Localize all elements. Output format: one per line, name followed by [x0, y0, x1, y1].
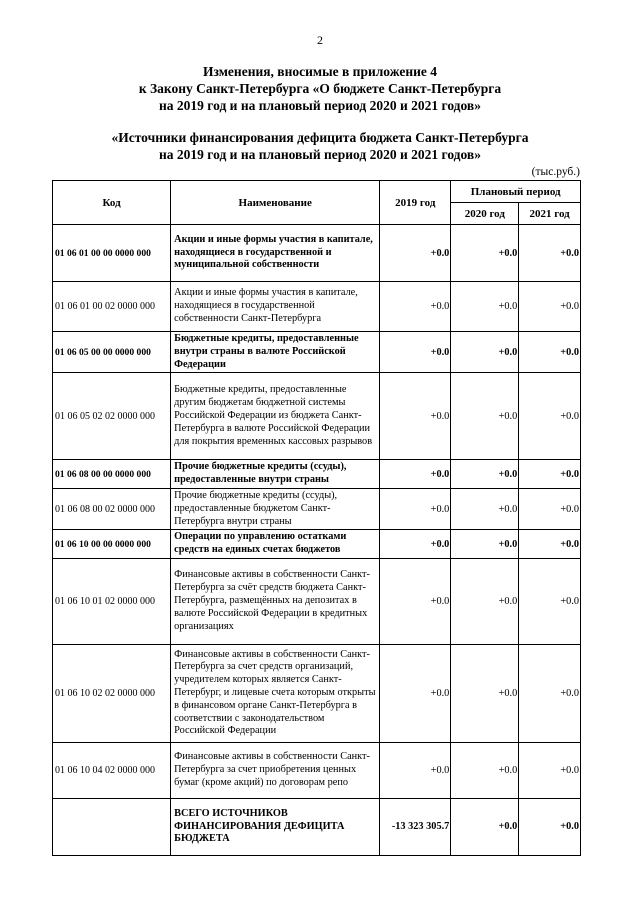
row-value-2019: +0.0 [380, 488, 451, 529]
row-name: Бюджетные кредиты, предоставленные другим бюджетам бюджетной системы Российской Федерации из бюджета Санкт-Петербурга в валюте Российской Федерации для покрытия временных кассовых разрывов [171, 373, 380, 460]
row-value-2020: +0.0 [451, 558, 519, 644]
row-value-2020: +0.0 [451, 742, 519, 798]
row-code: 01 06 01 00 02 0000 000 [53, 282, 171, 332]
table-title-line-2: на 2019 год и на плановый период 2020 и 2021 годов» [159, 147, 481, 162]
row-value-2019: +0.0 [380, 558, 451, 644]
table-title [40, 129, 600, 163]
table-row [53, 798, 581, 855]
row-value-2020: +0.0 [451, 488, 519, 529]
table-row [53, 282, 581, 332]
row-name: Прочие бюджетные кредиты (ссуды), предоставленные бюджетом Санкт-Петербурга внутри страны [171, 488, 380, 529]
row-value-2021: +0.0 [519, 282, 581, 332]
row-code: 01 06 10 02 02 0000 000 [53, 644, 171, 742]
row-value-2020: +0.0 [451, 332, 519, 373]
row-value-2019: -13 323 305.7 [380, 798, 451, 855]
header-planned-period: Плановый период [451, 181, 581, 203]
row-name: Операции по управлению остатками средств на единых счетах бюджетов [171, 530, 380, 559]
row-value-2021: +0.0 [519, 460, 581, 489]
row-value-2020: +0.0 [451, 530, 519, 559]
heading-line-1: Изменения, вносимые в приложение 4 [203, 64, 437, 79]
row-value-2020: +0.0 [451, 798, 519, 855]
row-code: 01 06 08 00 00 0000 000 [53, 460, 171, 489]
page-number: 2 [317, 33, 323, 47]
row-value-2020: +0.0 [451, 373, 519, 460]
header-code: Код [53, 181, 171, 225]
row-value-2019: +0.0 [380, 644, 451, 742]
header-2020: 2020 год [451, 203, 519, 225]
heading-line-2: к Закону Санкт-Петербурга «О бюджете Санкт-Петербурга [138, 81, 502, 96]
table-row [53, 460, 581, 489]
unit-label: (тыс.руб.) [531, 166, 580, 178]
row-name: Прочие бюджетные кредиты (ссуды), предоставленные внутри страны [171, 460, 380, 489]
row-value-2020: +0.0 [451, 460, 519, 489]
row-code: 01 06 10 00 00 0000 000 [53, 530, 171, 559]
row-code [53, 798, 171, 855]
table-row [53, 225, 581, 282]
row-value-2021: +0.0 [519, 373, 581, 460]
row-name: Акции и иные формы участия в капитале, находящиеся в государственной собственности Санкт-Петербурга [171, 282, 380, 332]
row-name: Акции и иные формы участия в капитале, находящиеся в государственной и муниципальной собственности [171, 225, 380, 282]
row-value-2020: +0.0 [451, 282, 519, 332]
table-row [53, 332, 581, 373]
table-row [53, 488, 581, 529]
row-value-2021: +0.0 [519, 488, 581, 529]
row-value-2021: +0.0 [519, 798, 581, 855]
table-row [53, 373, 581, 460]
row-value-2019: +0.0 [380, 742, 451, 798]
row-value-2020: +0.0 [451, 225, 519, 282]
table-title-line-1: «Источники финансирования дефицита бюджета Санкт-Петербурга [111, 130, 529, 145]
financing-sources-table [52, 180, 581, 856]
row-value-2021: +0.0 [519, 644, 581, 742]
row-value-2021: +0.0 [519, 558, 581, 644]
table-row [53, 530, 581, 559]
row-code: 01 06 10 01 02 0000 000 [53, 558, 171, 644]
row-value-2019: +0.0 [380, 225, 451, 282]
row-name: Финансовые активы в собственности Санкт-Петербурга за счет средств организаций, учредителем которых является Санкт-Петербург, и лицевые счета которым открыты в финансовом органе Санкт-Петербурга в соответствии с законодательством Российской Федерации [171, 644, 380, 742]
row-value-2020: +0.0 [451, 644, 519, 742]
row-value-2019: +0.0 [380, 460, 451, 489]
row-value-2019: +0.0 [380, 373, 451, 460]
table-row [53, 742, 581, 798]
row-value-2019: +0.0 [380, 332, 451, 373]
row-code: 01 06 10 04 02 0000 000 [53, 742, 171, 798]
row-name: Финансовые активы в собственности Санкт-Петербурга за счет приобретения ценных бумаг (кроме акций) по договорам репо [171, 742, 380, 798]
header-2019: 2019 год [380, 181, 451, 225]
table-row [53, 558, 581, 644]
row-value-2021: +0.0 [519, 742, 581, 798]
row-value-2021: +0.0 [519, 332, 581, 373]
table-row [53, 644, 581, 742]
row-code: 01 06 05 00 00 0000 000 [53, 332, 171, 373]
header-2021: 2021 год [519, 203, 581, 225]
row-value-2019: +0.0 [380, 530, 451, 559]
row-code: 01 06 08 00 02 0000 000 [53, 488, 171, 529]
document-heading [40, 63, 600, 114]
row-value-2019: +0.0 [380, 282, 451, 332]
heading-line-3: на 2019 год и на плановый период 2020 и 2021 годов» [159, 98, 481, 113]
row-name: ВСЕГО ИСТОЧНИКОВ ФИНАНСИРОВАНИЯ ДЕФИЦИТА БЮДЖЕТА [171, 798, 380, 855]
row-name: Финансовые активы в собственности Санкт-Петербурга за счёт средств бюджета Санкт-Петербурга, размещённых на депозитах в валюте Российской Федерации в кредитных организациях [171, 558, 380, 644]
table-body [53, 225, 581, 856]
header-name: Наименование [171, 181, 380, 225]
row-value-2021: +0.0 [519, 530, 581, 559]
row-code: 01 06 05 02 02 0000 000 [53, 373, 171, 460]
row-value-2021: +0.0 [519, 225, 581, 282]
row-code: 01 06 01 00 00 0000 000 [53, 225, 171, 282]
row-name: Бюджетные кредиты, предоставленные внутри страны в валюте Российской Федерации [171, 332, 380, 373]
